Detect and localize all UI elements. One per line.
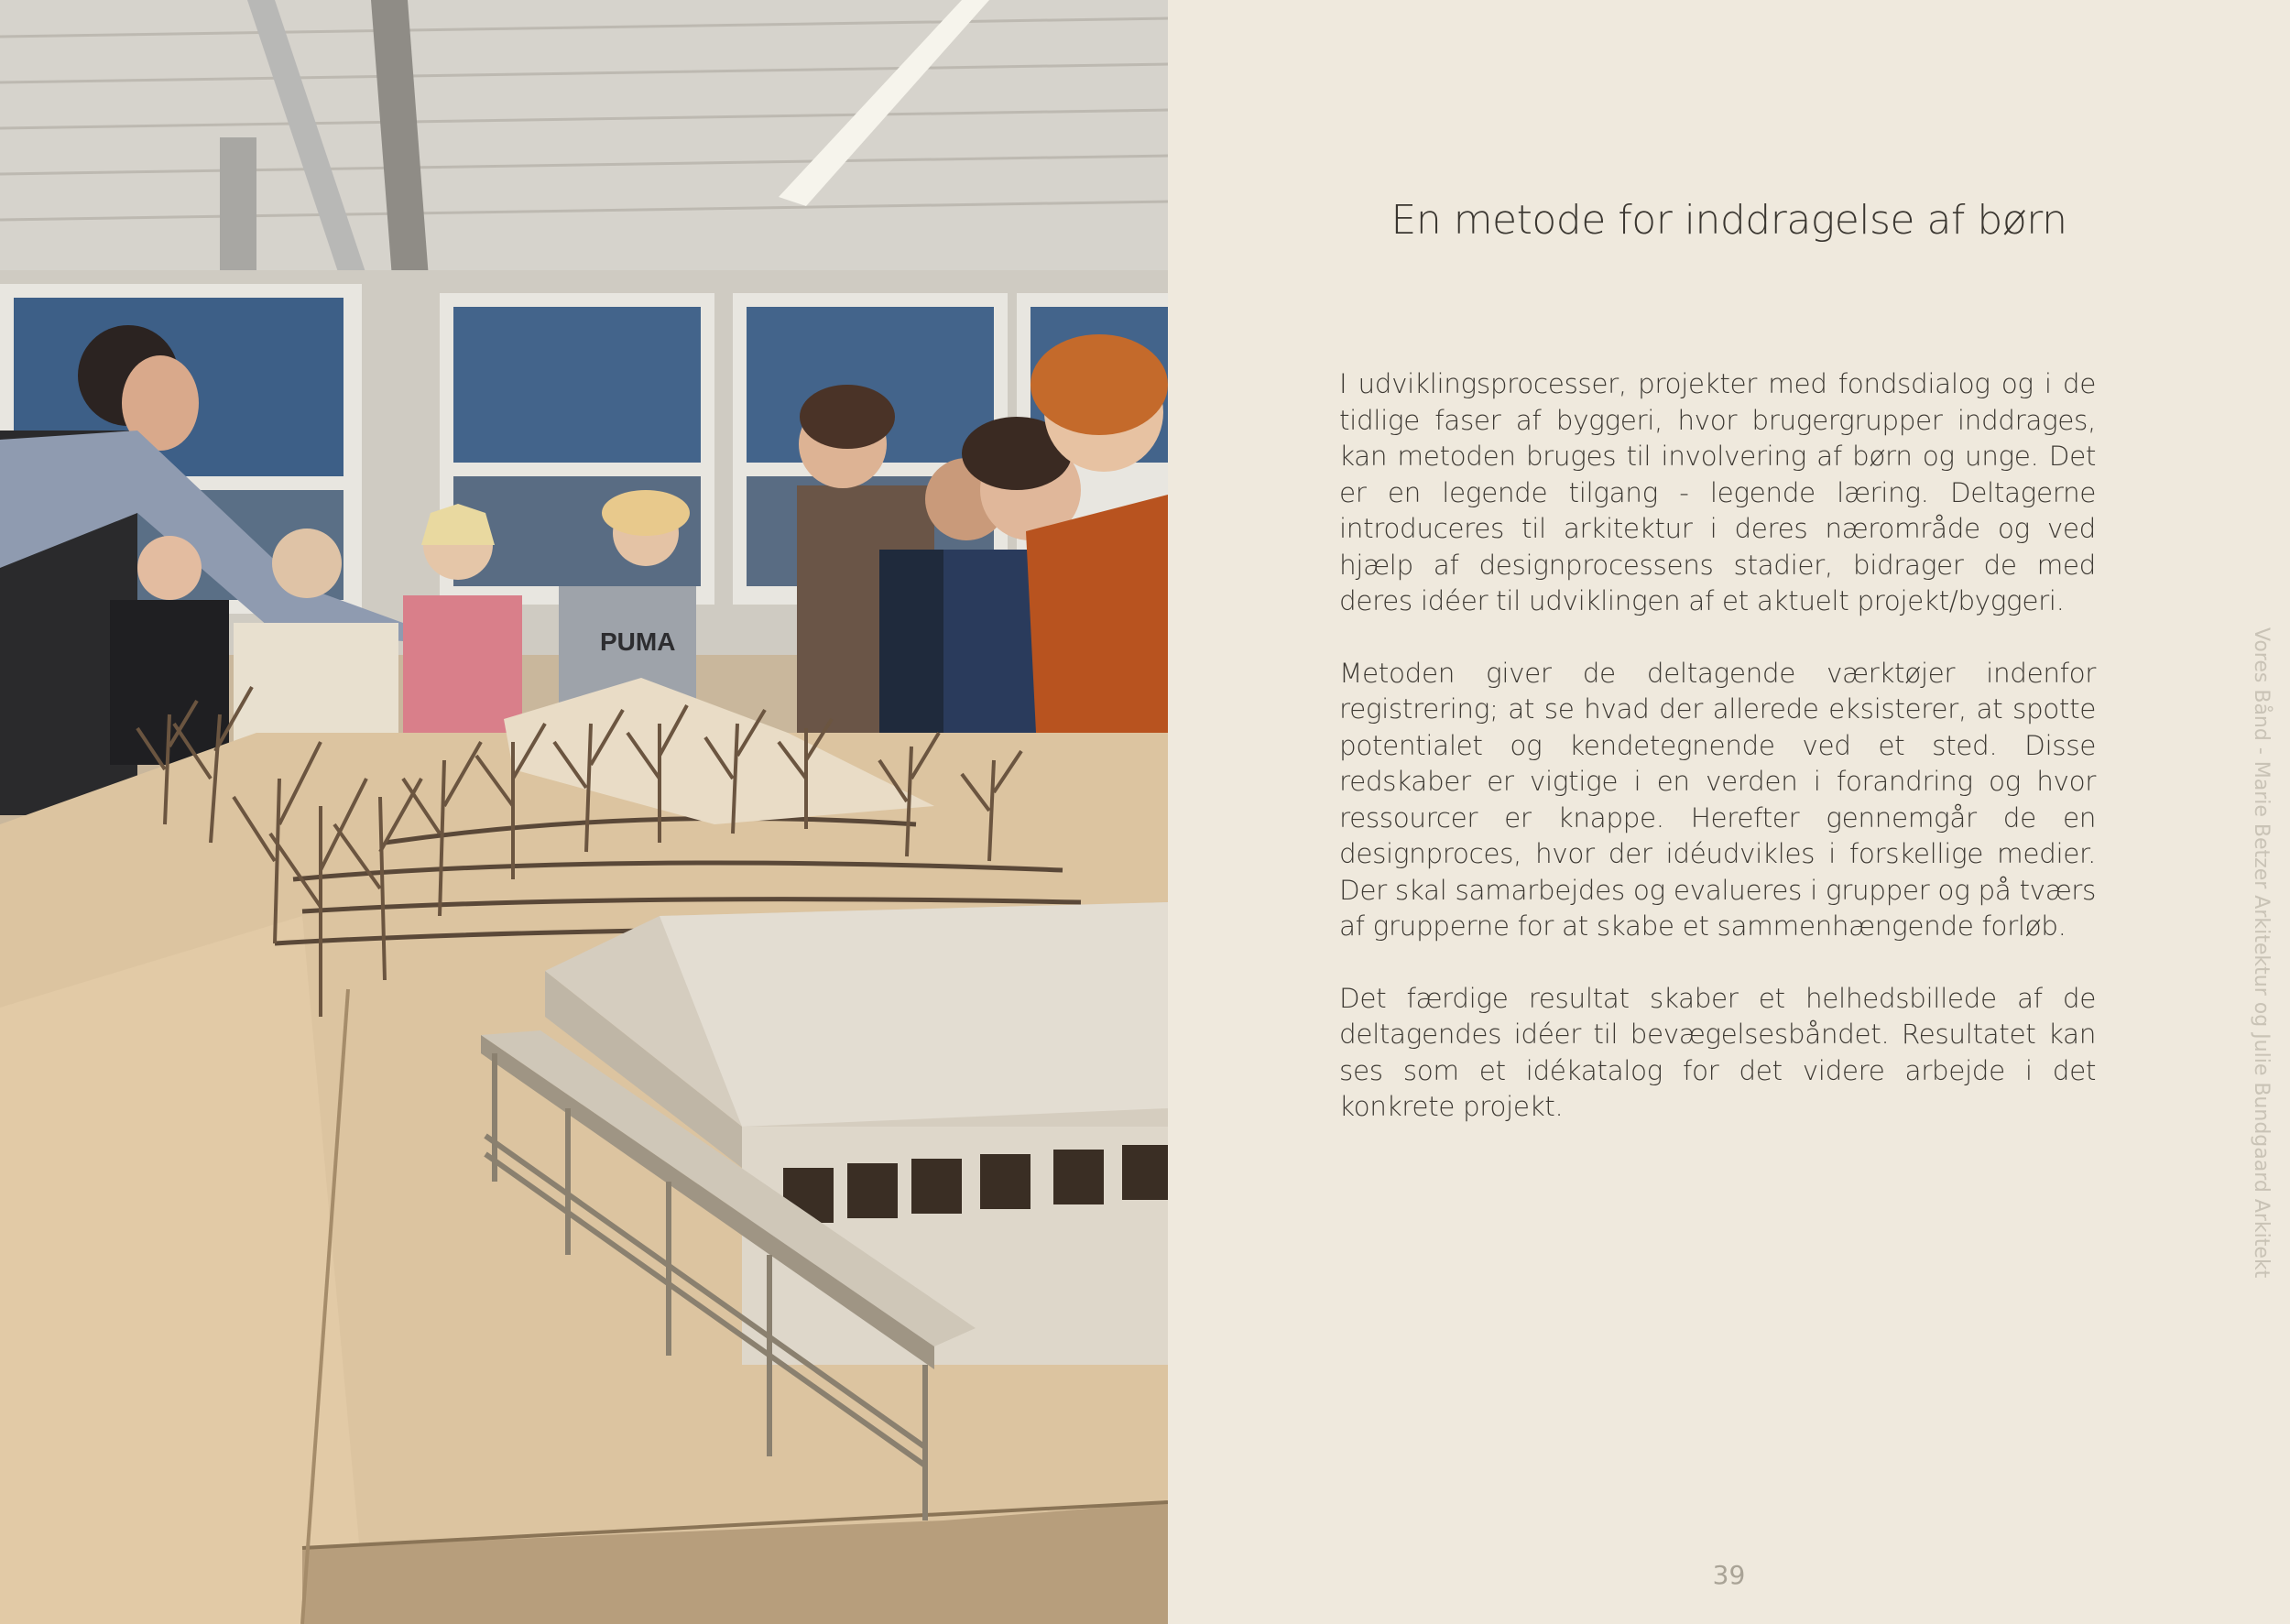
page-title: En metode for inddragelse af børn xyxy=(1390,197,2067,244)
paragraph: I udviklingsprocesser, projekter med fondsdialog og i de tidlige faser af byggeri, hvor brugergrupper inddrages, kan metoden bruges til involvering af børn og unge. Det er en legende tilgang - legende læring. Deltagerne introduceres til arkitektur i deres nærområde og ved hjælp af designprocessens stadier, bidrager de med deres idéer til udviklingen af et aktuelt projekt/byggeri. xyxy=(1339,368,2096,616)
paragraph: Metoden giver de deltagende værktøjer indenfor registrering; at se hvad der allerede eksisterer, at spotte potentialet og kendetegnende ved et sted. Disse redskaber er vigtige i en verden i forandring og hvor ressourcer er knappe. Herefter gennemgår de en designproces, hvor der idéudvikles i forskellige medier. Der skal samarbejdes og evalueres i grupper og på tværs af grupperne for at skabe et sammenhængende forløb. xyxy=(1339,657,2096,942)
body-text xyxy=(1339,366,2096,1161)
page-number: 39 xyxy=(1712,1560,1746,1590)
shirt-text: PUMA xyxy=(600,627,676,656)
text-page xyxy=(1168,0,2290,1624)
vertical-credit-text: Vores Bånd - Marie Betzer Arkitektur og Julie Bundgaard Arkitekt xyxy=(2250,627,2273,1279)
paragraph: Det færdige resultat skaber et helhedsbillede af de deltagendes idéer til bevægelsesbåndet. Resultatet kan ses som et idékatalog for det videre arbejde i det konkrete projekt. xyxy=(1339,982,2096,1122)
